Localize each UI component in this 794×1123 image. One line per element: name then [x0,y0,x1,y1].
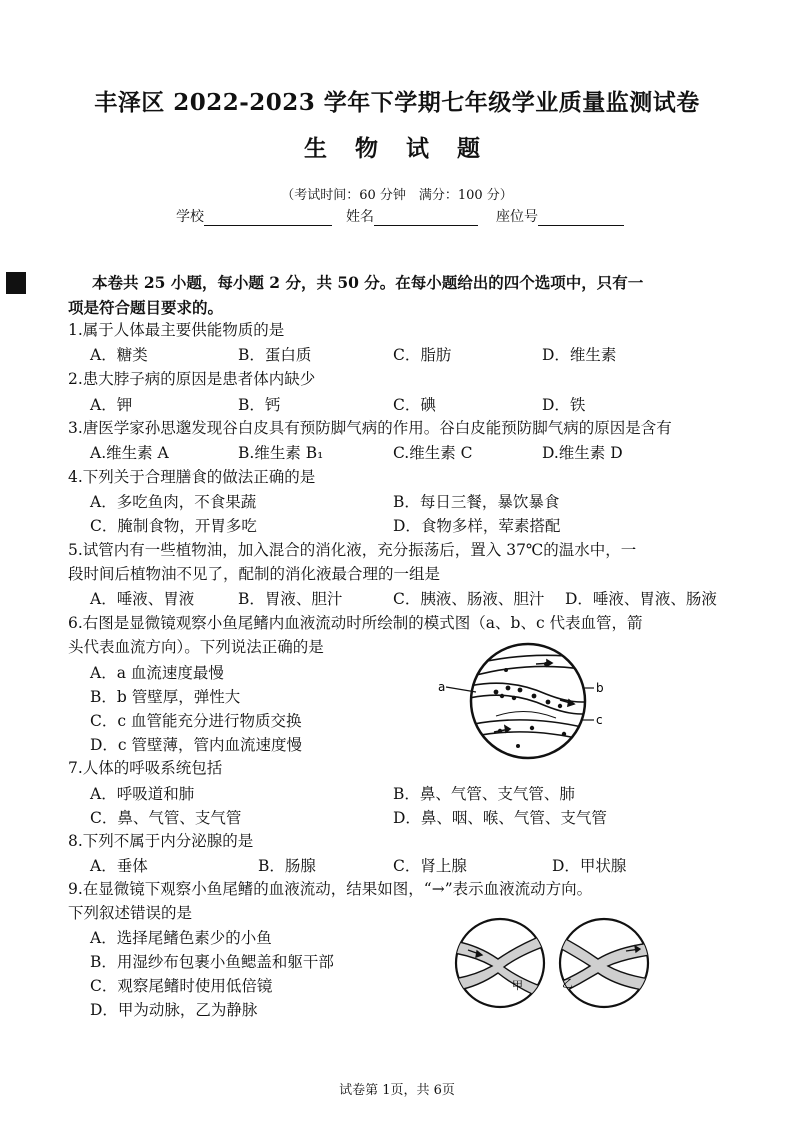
seat-label: 座位号 [496,209,538,225]
question-7-stem: 7.人体的呼吸系统包括 [68,759,223,777]
label-c: c [596,713,603,727]
label-jia: 甲 [512,979,523,992]
q9-option-a[interactable]: A．选择尾鳍色素少的小鱼 [90,929,272,947]
exam-info: （考试时间：60 分钟 满分：100 分） [281,188,513,203]
q9-option-b[interactable]: B．用湿纱布包裹小鱼鳃盖和躯干部 [90,953,334,971]
q8-option-c[interactable]: C．肾上腺 [393,857,467,875]
label-yi: 乙 [562,977,573,990]
label-a: a [438,680,446,694]
page-title: 丰泽区 2022-2023 学年下学期七年级学业质量监测试卷 [94,89,700,116]
q4-option-d[interactable]: D．食物多样，荤素搭配 [393,517,561,535]
q5-option-a[interactable]: A．唾液、胃液 [90,590,195,608]
label-b: b [596,681,604,695]
q1-option-d[interactable]: D．维生素 [542,346,617,364]
school-blank[interactable] [204,211,332,226]
q4-option-b[interactable]: B．每日三餐，暴饮暴食 [393,493,560,511]
school-label: 学校 [176,209,204,225]
question-2-stem: 2.患大脖子病的原因是患者体内缺少 [68,370,316,388]
q6-option-b[interactable]: B．b 管壁厚，弹性大 [90,688,241,706]
question-4-stem: 4.下列关于合理膳食的做法正确的是 [68,468,316,486]
page-subtitle: 生 物 试 题 [303,135,491,162]
question-5-stem-line-1: 5.试管内有一些植物油，加入混合的消化液，充分振荡后，置入 37℃的温水中，一 [68,541,637,559]
intro-line-2: 项是符合题目要求的。 [68,298,224,317]
question-5-stem-line-2: 段时间后植物油不见了，配制的消化液最合理的一组是 [68,565,441,583]
q1-option-c[interactable]: C．脂肪 [393,346,452,364]
q3-option-b[interactable]: B.维生素 B₁ [238,444,324,462]
q7-option-c[interactable]: C．鼻、气管、支气管 [90,809,242,827]
q8-option-d[interactable]: D．甲状腺 [552,857,627,875]
seat-blank[interactable] [538,211,624,226]
q2-option-a[interactable]: A．钾 [90,396,133,414]
q5-option-d[interactable]: D．唾液、胃液、肠液 [565,590,717,608]
name-blank[interactable] [374,211,478,226]
name-field[interactable] [346,206,478,226]
school-field[interactable] [176,206,332,226]
question-8-stem: 8.下列不属于内分泌腺的是 [68,832,254,850]
q2-option-c[interactable]: C．碘 [393,396,436,414]
seat-field[interactable] [496,206,624,226]
q8-option-b[interactable]: B．肠腺 [258,857,316,875]
section-intro [68,270,728,320]
q6-option-c[interactable]: C．c 血管能充分进行物质交换 [90,712,302,730]
scan-marker [6,272,26,294]
q1-option-a[interactable]: A．糖类 [90,346,148,364]
q7-option-d[interactable]: D．鼻、咽、喉、气管、支气管 [393,809,607,827]
student-info-fields [176,206,624,226]
page-footer: 试卷第 1页，共 6页 [339,1083,455,1098]
q3-option-c[interactable]: C.维生素 C [393,444,473,462]
question-6-stem-line-1: 6.右图是显微镜观察小鱼尾鳍内血液流动时所绘制的模式图（a、b、c 代表血管，箭 [68,614,643,632]
q4-option-c[interactable]: C．腌制食物，开胃多吃 [90,517,257,535]
question-9-stem-line-2: 下列叙述错误的是 [68,904,193,922]
q6-vessel-figure [436,636,616,766]
q5-option-b[interactable]: B．胃液、胆汁 [238,590,343,608]
q2-option-d[interactable]: D．铁 [542,396,586,414]
q6-option-d[interactable]: D．c 管壁薄，管内血流速度慢 [90,736,303,754]
name-label: 姓名 [346,209,374,225]
q9-blood-flow-figure [448,915,656,1011]
q9-option-d[interactable]: D．甲为动脉，乙为静脉 [90,1001,258,1019]
question-9-stem-line-1: 9.在显微镜下观察小鱼尾鳍的血液流动，结果如图，“→”表示血液流动方向。 [68,880,593,898]
question-6-stem-line-2: 头代表血流方向）。下列说法正确的是 [68,638,324,656]
intro-line-1: 本卷共 25 小题，每小题 2 分，共 50 分。在每小题给出的四个选项中，只有一 [92,273,644,292]
q9-option-c[interactable]: C．观察尾鳍时使用低倍镜 [90,977,273,995]
question-3-stem: 3.唐医学家孙思邈发现谷白皮具有预防脚气病的作用。谷白皮能预防脚气病的原因是含有 [68,419,672,437]
q3-option-a[interactable]: A.维生素 A [90,444,169,462]
q8-option-a[interactable]: A．垂体 [90,857,148,875]
q5-option-c[interactable]: C．胰液、肠液、胆汁 [393,590,545,608]
q7-option-a[interactable]: A．呼吸道和肺 [90,785,195,803]
q2-option-b[interactable]: B．钙 [238,396,281,414]
q6-option-a[interactable]: A．a 血流速度最慢 [90,664,224,682]
q1-option-b[interactable]: B．蛋白质 [238,346,312,364]
q4-option-a[interactable]: A．多吃鱼肉，不食果蔬 [90,493,257,511]
q3-option-d[interactable]: D.维生素 D [542,444,623,462]
q7-option-b[interactable]: B．鼻、气管、支气管、肺 [393,785,575,803]
question-1-stem: 1.属于人体最主要供能物质的是 [68,321,285,339]
